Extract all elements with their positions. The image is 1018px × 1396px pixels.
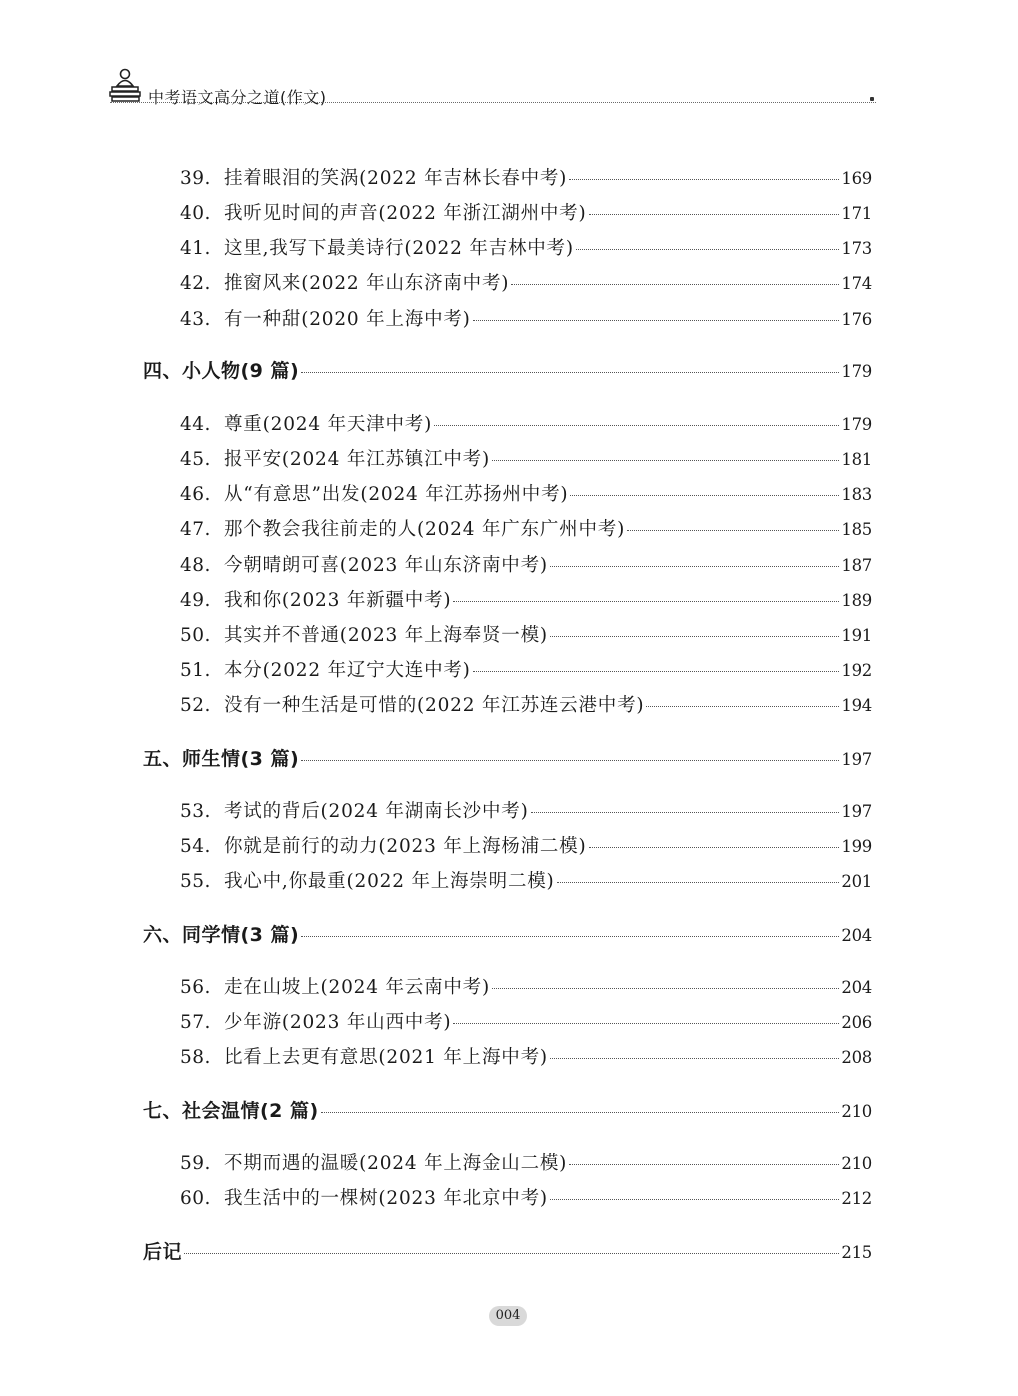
toc-entry bbox=[180, 973, 872, 999]
dot-leader bbox=[473, 320, 840, 321]
entry-page-number: 189 bbox=[841, 591, 872, 610]
page-number: 004 bbox=[489, 1306, 527, 1326]
entry-number: 52. bbox=[180, 695, 211, 716]
dot-leader bbox=[589, 847, 840, 848]
toc-entry bbox=[180, 1184, 872, 1210]
dot-leader bbox=[589, 214, 840, 215]
toc-entry bbox=[180, 656, 872, 682]
dot-leader bbox=[627, 530, 839, 531]
entry-number: 47. bbox=[180, 519, 211, 540]
toc-section-heading bbox=[143, 920, 872, 947]
entry-page-number: 183 bbox=[841, 485, 872, 504]
section-title: 七、社会温情(2 篇) bbox=[143, 1100, 319, 1122]
entry-number: 60. bbox=[180, 1188, 211, 1209]
entry-title: 本分(2022 年辽宁大连中考) bbox=[224, 660, 471, 681]
entry-title: 那个教会我往前走的人(2024 年广东广州中考) bbox=[224, 519, 626, 540]
entry-number: 58. bbox=[180, 1047, 211, 1068]
toc-entry bbox=[180, 797, 872, 823]
entry-page-number: 179 bbox=[841, 415, 872, 434]
dot-leader bbox=[301, 936, 839, 937]
entry-page-number: 173 bbox=[841, 239, 872, 258]
section-title: 后记 bbox=[143, 1241, 183, 1263]
dot-leader bbox=[550, 1199, 840, 1200]
entry-title: 报平安(2024 年江苏镇江中考) bbox=[224, 449, 490, 470]
toc-entry bbox=[180, 867, 872, 893]
toc-entry bbox=[180, 832, 872, 858]
entry-number: 57. bbox=[180, 1012, 211, 1033]
entry-number: 39. bbox=[180, 168, 211, 189]
entry-page-number: 204 bbox=[841, 978, 872, 997]
entry-number: 55. bbox=[180, 871, 211, 892]
toc-entry bbox=[180, 269, 872, 295]
dot-leader bbox=[321, 1112, 840, 1113]
entry-number: 43. bbox=[180, 309, 211, 330]
entry-page-number: 210 bbox=[841, 1102, 872, 1121]
book-title: 中考语文高分之道(作文) bbox=[148, 88, 327, 107]
entry-number: 59. bbox=[180, 1153, 211, 1174]
dot-leader bbox=[473, 671, 840, 672]
dot-leader bbox=[511, 284, 839, 285]
toc-entry bbox=[180, 234, 872, 260]
toc-entry bbox=[180, 445, 872, 471]
toc-entry bbox=[180, 1043, 872, 1069]
entry-page-number: 169 bbox=[841, 169, 872, 188]
entry-title: 考试的背后(2024 年湖南长沙中考) bbox=[224, 801, 529, 822]
entry-page-number: 192 bbox=[841, 661, 872, 680]
entry-number: 49. bbox=[180, 590, 211, 611]
entry-title: 其实并不普通(2023 年上海奉贤一模) bbox=[224, 625, 548, 646]
entry-page-number: 199 bbox=[841, 837, 872, 856]
dot-leader bbox=[569, 179, 839, 180]
entry-title: 我和你(2023 年新疆中考) bbox=[224, 590, 452, 611]
entry-number: 51. bbox=[180, 660, 211, 681]
entry-title: 这里,我写下最美诗行(2022 年吉林中考) bbox=[224, 238, 574, 259]
dot-leader bbox=[550, 636, 840, 637]
header-dotted-rule bbox=[110, 102, 876, 103]
header-end-mark bbox=[870, 97, 874, 101]
dot-leader bbox=[492, 460, 839, 461]
toc-entry bbox=[180, 480, 872, 506]
entry-title: 今朝晴朗可喜(2023 年山东济南中考) bbox=[224, 555, 548, 576]
entry-page-number: 187 bbox=[841, 556, 872, 575]
entry-page-number: 194 bbox=[841, 696, 872, 715]
dot-leader bbox=[301, 760, 839, 761]
entry-title: 我生活中的一棵树(2023 年北京中考) bbox=[224, 1188, 548, 1209]
entry-page-number: 179 bbox=[841, 362, 872, 381]
toc-entry bbox=[180, 551, 872, 577]
entry-page-number: 201 bbox=[841, 872, 872, 891]
book-stack-icon bbox=[108, 66, 142, 106]
entry-page-number: 206 bbox=[841, 1013, 872, 1032]
entry-title: 我心中,你最重(2022 年上海崇明二模) bbox=[224, 871, 555, 892]
entry-page-number: 197 bbox=[841, 750, 872, 769]
toc-entry bbox=[180, 305, 872, 331]
entry-page-number: 210 bbox=[841, 1154, 872, 1173]
entry-number: 48. bbox=[180, 555, 211, 576]
dot-leader bbox=[453, 1023, 839, 1024]
dot-leader bbox=[184, 1253, 839, 1254]
toc-entry bbox=[180, 621, 872, 647]
entry-page-number: 208 bbox=[841, 1048, 872, 1067]
section-title: 五、师生情(3 篇) bbox=[143, 748, 300, 770]
dot-leader bbox=[569, 1164, 839, 1165]
toc-entry bbox=[180, 199, 872, 225]
entry-number: 40. bbox=[180, 203, 211, 224]
entry-title: 我听见时间的声音(2022 年浙江湖州中考) bbox=[224, 203, 587, 224]
entry-title: 推窗风来(2022 年山东济南中考) bbox=[224, 273, 510, 294]
toc-entry bbox=[180, 164, 872, 190]
entry-title: 有一种甜(2020 年上海中考) bbox=[224, 309, 471, 330]
entry-title: 尊重(2024 年天津中考) bbox=[224, 414, 433, 435]
entry-number: 50. bbox=[180, 625, 211, 646]
entry-page-number: 212 bbox=[841, 1189, 872, 1208]
toc-entry bbox=[180, 1149, 872, 1175]
dot-leader bbox=[531, 812, 840, 813]
entry-title: 走在山坡上(2024 年云南中考) bbox=[224, 977, 490, 998]
toc-entry bbox=[180, 586, 872, 612]
entry-page-number: 174 bbox=[841, 274, 872, 293]
entry-page-number: 185 bbox=[841, 520, 872, 539]
entry-title: 挂着眼泪的笑涡(2022 年吉林长春中考) bbox=[224, 168, 568, 189]
entry-title: 没有一种生活是可惜的(2022 年江苏连云港中考) bbox=[224, 695, 645, 716]
toc-entry bbox=[180, 691, 872, 717]
toc-entry bbox=[180, 410, 872, 436]
toc-entry bbox=[180, 1008, 872, 1034]
entry-page-number: 197 bbox=[841, 802, 872, 821]
dot-leader bbox=[434, 425, 839, 426]
entry-number: 44. bbox=[180, 414, 211, 435]
entry-number: 45. bbox=[180, 449, 211, 470]
entry-number: 42. bbox=[180, 273, 211, 294]
entry-page-number: 176 bbox=[841, 310, 872, 329]
entry-number: 56. bbox=[180, 977, 211, 998]
entry-title: 从“有意思”出发(2024 年江苏扬州中考) bbox=[224, 484, 569, 505]
entry-number: 41. bbox=[180, 238, 211, 259]
entry-title: 少年游(2023 年山西中考) bbox=[224, 1012, 452, 1033]
toc-section-heading bbox=[143, 744, 872, 771]
toc-section-heading bbox=[143, 1237, 872, 1264]
dot-leader bbox=[557, 882, 840, 883]
entry-page-number: 191 bbox=[841, 626, 872, 645]
entry-page-number: 171 bbox=[841, 204, 872, 223]
section-title: 六、同学情(3 篇) bbox=[143, 924, 300, 946]
entry-title: 比看上去更有意思(2021 年上海中考) bbox=[224, 1047, 548, 1068]
dot-leader bbox=[550, 566, 840, 567]
dot-leader bbox=[570, 495, 839, 496]
dot-leader bbox=[492, 988, 839, 989]
dot-leader bbox=[576, 249, 840, 250]
entry-title: 你就是前行的动力(2023 年上海杨浦二模) bbox=[224, 836, 587, 857]
toc-entry bbox=[180, 515, 872, 541]
entry-number: 54. bbox=[180, 836, 211, 857]
dot-leader bbox=[301, 372, 839, 373]
dot-leader bbox=[646, 706, 839, 707]
entry-number: 53. bbox=[180, 801, 211, 822]
entry-page-number: 204 bbox=[841, 926, 872, 945]
dot-leader bbox=[550, 1058, 840, 1059]
running-header bbox=[108, 66, 878, 106]
toc-section-heading bbox=[143, 1096, 872, 1123]
section-title: 四、小人物(9 篇) bbox=[143, 360, 300, 382]
dot-leader bbox=[453, 601, 839, 602]
entry-page-number: 215 bbox=[841, 1243, 872, 1262]
entry-number: 46. bbox=[180, 484, 211, 505]
toc-section-heading bbox=[143, 356, 872, 383]
entry-title: 不期而遇的温暖(2024 年上海金山二模) bbox=[224, 1153, 568, 1174]
entry-page-number: 181 bbox=[841, 450, 872, 469]
